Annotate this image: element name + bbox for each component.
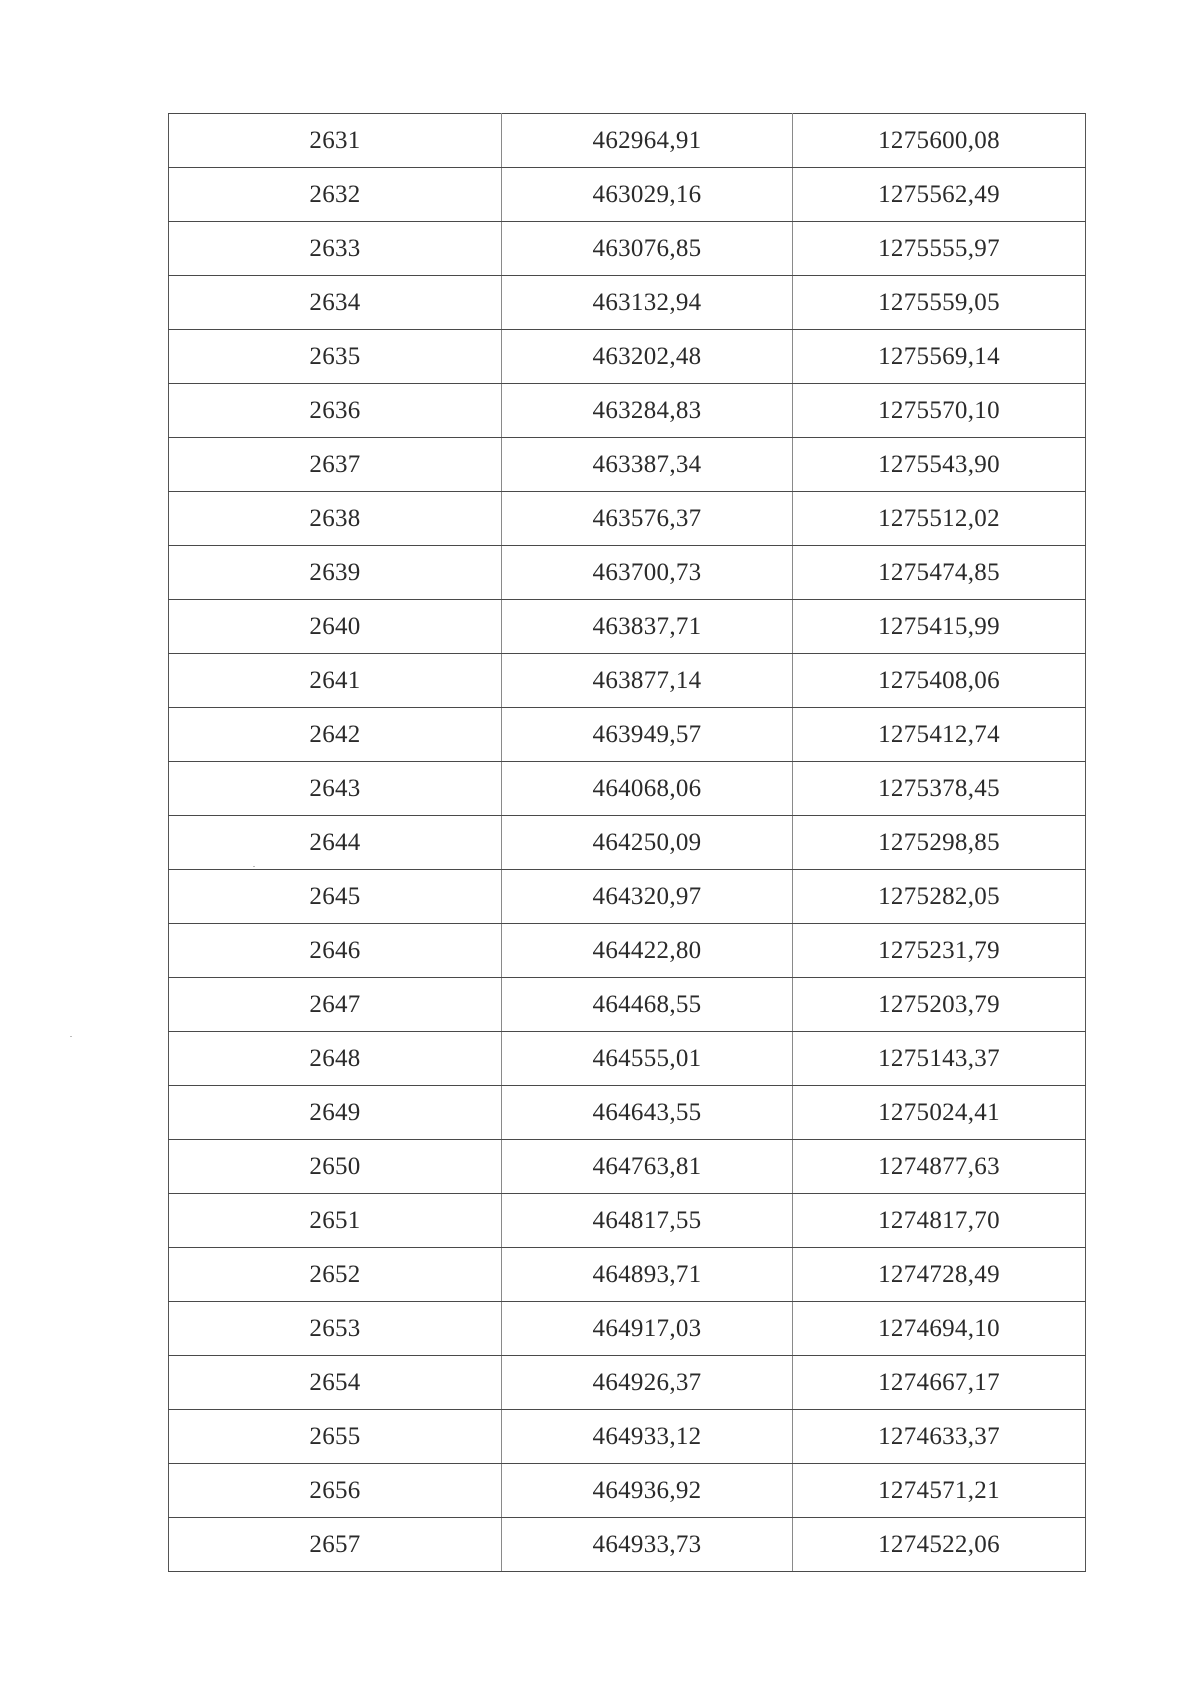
y-coordinate-cell: 1275298,85 [793,816,1086,870]
y-coordinate-cell: 1275282,05 [793,870,1086,924]
y-coordinate-cell: 1275570,10 [793,384,1086,438]
table-row [169,384,1086,438]
y-coordinate-cell: 1275408,06 [793,654,1086,708]
y-coordinate-cell: 1275412,74 [793,708,1086,762]
point-number-cell: 2657 [169,1518,502,1572]
scan-speck [253,866,255,867]
table-row [169,1140,1086,1194]
y-coordinate-cell: 1275600,08 [793,114,1086,168]
x-coordinate-cell: 464643,55 [502,1086,793,1140]
point-number-cell: 2653 [169,1302,502,1356]
table-row [169,1032,1086,1086]
x-coordinate-cell: 463877,14 [502,654,793,708]
y-coordinate-cell: 1274522,06 [793,1518,1086,1572]
table-row [169,1248,1086,1302]
point-number-cell: 2635 [169,330,502,384]
y-coordinate-cell: 1275203,79 [793,978,1086,1032]
point-number-cell: 2655 [169,1410,502,1464]
y-coordinate-cell: 1274571,21 [793,1464,1086,1518]
point-number-cell: 2648 [169,1032,502,1086]
table-row [169,438,1086,492]
point-number-cell: 2637 [169,438,502,492]
point-number-cell: 2650 [169,1140,502,1194]
point-number-cell: 2634 [169,276,502,330]
table-row [169,1356,1086,1410]
y-coordinate-cell: 1275569,14 [793,330,1086,384]
point-number-cell: 2654 [169,1356,502,1410]
y-coordinate-cell: 1275474,85 [793,546,1086,600]
y-coordinate-cell: 1275555,97 [793,222,1086,276]
y-coordinate-cell: 1275231,79 [793,924,1086,978]
table-row [169,762,1086,816]
table-row [169,1410,1086,1464]
x-coordinate-cell: 463132,94 [502,276,793,330]
table-row [169,114,1086,168]
x-coordinate-cell: 463576,37 [502,492,793,546]
y-coordinate-cell: 1275378,45 [793,762,1086,816]
y-coordinate-cell: 1274694,10 [793,1302,1086,1356]
x-coordinate-cell: 464250,09 [502,816,793,870]
point-number-cell: 2656 [169,1464,502,1518]
point-number-cell: 2642 [169,708,502,762]
table-row [169,816,1086,870]
table-row [169,978,1086,1032]
coordinates-table-body [169,114,1086,1572]
x-coordinate-cell: 464320,97 [502,870,793,924]
point-number-cell: 2643 [169,762,502,816]
table-row [169,546,1086,600]
point-number-cell: 2649 [169,1086,502,1140]
table-row [169,1302,1086,1356]
point-number-cell: 2639 [169,546,502,600]
y-coordinate-cell: 1275543,90 [793,438,1086,492]
x-coordinate-cell: 464068,06 [502,762,793,816]
point-number-cell: 2651 [169,1194,502,1248]
y-coordinate-cell: 1274633,37 [793,1410,1086,1464]
y-coordinate-cell: 1274667,17 [793,1356,1086,1410]
x-coordinate-cell: 463387,34 [502,438,793,492]
x-coordinate-cell: 464817,55 [502,1194,793,1248]
table-row [169,168,1086,222]
y-coordinate-cell: 1274877,63 [793,1140,1086,1194]
table-row [169,1518,1086,1572]
x-coordinate-cell: 463700,73 [502,546,793,600]
y-coordinate-cell: 1275024,41 [793,1086,1086,1140]
point-number-cell: 2636 [169,384,502,438]
point-number-cell: 2641 [169,654,502,708]
y-coordinate-cell: 1275512,02 [793,492,1086,546]
x-coordinate-cell: 463029,16 [502,168,793,222]
y-coordinate-cell: 1274817,70 [793,1194,1086,1248]
point-number-cell: 2646 [169,924,502,978]
x-coordinate-cell: 464893,71 [502,1248,793,1302]
x-coordinate-cell: 463202,48 [502,330,793,384]
point-number-cell: 2633 [169,222,502,276]
point-number-cell: 2640 [169,600,502,654]
scan-speck [70,1036,72,1037]
x-coordinate-cell: 464926,37 [502,1356,793,1410]
y-coordinate-cell: 1275562,49 [793,168,1086,222]
x-coordinate-cell: 463837,71 [502,600,793,654]
table-row [169,654,1086,708]
x-coordinate-cell: 462964,91 [502,114,793,168]
table-row [169,1464,1086,1518]
table-row [169,708,1086,762]
x-coordinate-cell: 464555,01 [502,1032,793,1086]
point-number-cell: 2645 [169,870,502,924]
table-row [169,1194,1086,1248]
point-number-cell: 2638 [169,492,502,546]
point-number-cell: 2644 [169,816,502,870]
table-row [169,222,1086,276]
x-coordinate-cell: 464933,12 [502,1410,793,1464]
x-coordinate-cell: 464936,92 [502,1464,793,1518]
coordinates-table [168,113,1086,1572]
x-coordinate-cell: 463949,57 [502,708,793,762]
x-coordinate-cell: 464763,81 [502,1140,793,1194]
x-coordinate-cell: 463284,83 [502,384,793,438]
table-row [169,924,1086,978]
table-row [169,330,1086,384]
x-coordinate-cell: 464933,73 [502,1518,793,1572]
table-row [169,492,1086,546]
point-number-cell: 2652 [169,1248,502,1302]
table-row [169,870,1086,924]
table-row [169,600,1086,654]
y-coordinate-cell: 1275143,37 [793,1032,1086,1086]
x-coordinate-cell: 463076,85 [502,222,793,276]
point-number-cell: 2631 [169,114,502,168]
y-coordinate-cell: 1275415,99 [793,600,1086,654]
x-coordinate-cell: 464917,03 [502,1302,793,1356]
point-number-cell: 2647 [169,978,502,1032]
x-coordinate-cell: 464468,55 [502,978,793,1032]
x-coordinate-cell: 464422,80 [502,924,793,978]
point-number-cell: 2632 [169,168,502,222]
y-coordinate-cell: 1274728,49 [793,1248,1086,1302]
table-row [169,1086,1086,1140]
table-row [169,276,1086,330]
y-coordinate-cell: 1275559,05 [793,276,1086,330]
